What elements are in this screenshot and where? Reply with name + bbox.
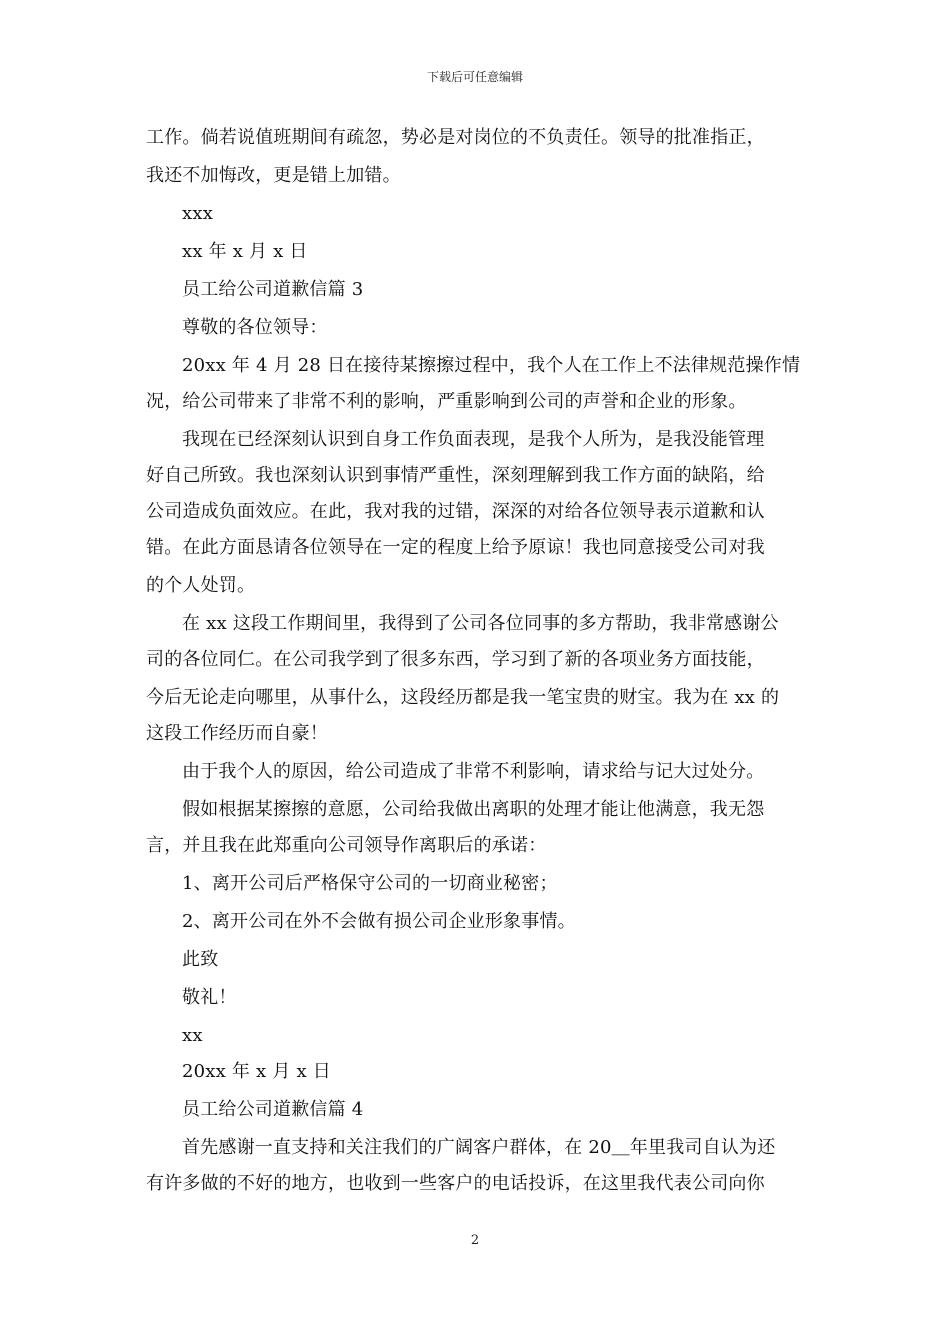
text-line: 我现在已经深刻认识到自身工作负面表现，是我个人所为，是我没能管理 (182, 429, 765, 450)
text-line: 20xx 年 4 月 28 日在接待某擦擦过程中，我个人在工作上不法律规范操作情 (182, 355, 801, 376)
text-line: 今后无论走向哪里，从事什么，这段经历都是我一笔宝贵的财宝。我为在 xx 的 (146, 687, 780, 708)
page-number: 2 (470, 1233, 480, 1248)
text-line: 的个人处罚。 (146, 575, 256, 596)
page-header: 下载后可任意编辑 (426, 70, 523, 84)
list-item: 2、离开公司在外不会做有损公司企业形象事情。 (182, 911, 576, 932)
text-line: 有许多做的不好的地方，也收到一些客户的电话投诉，在这里我代表公司向你 (146, 1173, 765, 1194)
signature-date: 20xx 年 x 月 x 日 (182, 1061, 331, 1082)
text-line: 公司造成负面效应。在此，我对我的过错，深深的对给各位领导表示道歉和认 (146, 501, 765, 522)
text-line: 况，给公司带来了非常不利的影响，严重影响到公司的声誉和企业的形象。 (146, 391, 747, 412)
closing-regards: 敬礼！ (182, 987, 237, 1008)
text-line: 这段工作经历而自豪！ (146, 723, 328, 744)
signature-name: xx (182, 1025, 203, 1046)
text-line: 首先感谢一直支持和关注我们的广阔客户群体，在 20＿年里我司自认为还 (182, 1137, 776, 1158)
text-line: 工作。倘若说值班期间有疏忽，势必是对岗位的不负责任。领导的批准指正， (146, 127, 765, 148)
signature-name: xxx (182, 203, 214, 224)
list-item: 1、离开公司后严格保守公司的一切商业秘密； (182, 873, 558, 894)
text-line: 错。在此方面恳请各位领导在一定的程度上给予原谅！我也同意接受公司对我 (146, 537, 765, 558)
section-title: 员工给公司道歉信篇 3 (182, 279, 364, 300)
text-line: 言，并且我在此郑重向公司领导作离职后的承诺： (146, 835, 547, 856)
text-line: 假如根据某擦擦的意愿，公司给我做出离职的处理才能让他满意，我无怨 (182, 799, 765, 820)
section-title: 员工给公司道歉信篇 4 (182, 1099, 364, 1120)
text-line: 好自己所致。我也深刻认识到事情严重性，深刻理解到我工作方面的缺陷，给 (146, 465, 765, 486)
closing-phrase: 此致 (182, 949, 219, 970)
text-line: 由于我个人的原因，给公司造成了非常不利影响，请求给与记大过处分。 (182, 761, 765, 782)
text-line: 我还不加悔改，更是错上加错。 (146, 165, 401, 186)
text-line: 司的各位同仁。在公司我学到了很多东西，学习到了新的各项业务方面技能， (146, 649, 765, 670)
salutation: 尊敬的各位领导： (182, 317, 328, 338)
signature-date: xx 年 x 月 x 日 (182, 241, 308, 262)
text-line: 在 xx 这段工作期间里，我得到了公司各位同事的多方帮助，我非常感谢公 (182, 613, 779, 634)
